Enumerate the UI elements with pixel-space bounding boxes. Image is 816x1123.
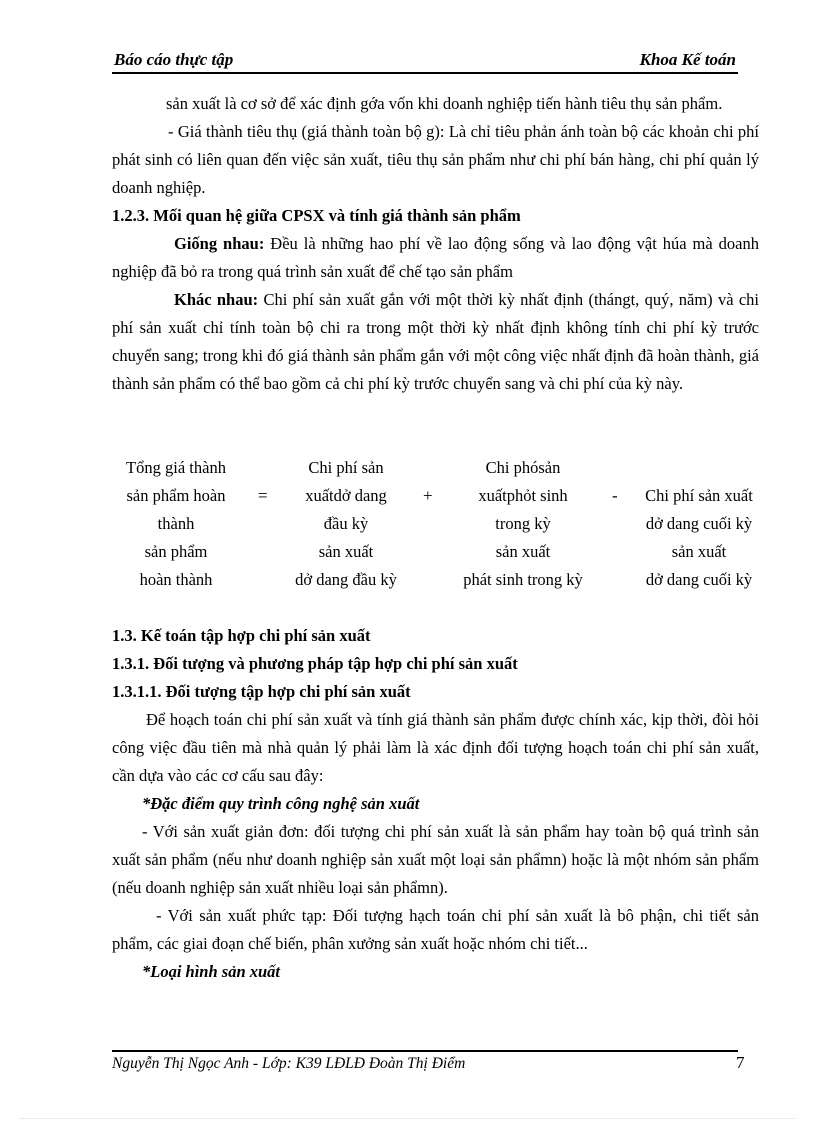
- paragraph-differences: [112, 286, 759, 398]
- subheading-production-type: *Loại hình sản xuất: [142, 962, 281, 981]
- formula-term-line: sản phẩm hoàn: [126, 486, 226, 505]
- formula-term-line: sản xuất: [495, 542, 551, 561]
- body-section-2: [112, 622, 759, 986]
- paragraph-complex-production: - Với sản xuất phức tạp: Đối tượng hạch toán chi phí sản xuất là bô phận, chi tiết sản phẩm, các giai đoạn chế biến, phân xưởng sản xuất hoặc nhóm chi tiết...: [112, 906, 759, 953]
- subheading-process: *Đặc điểm quy trình công nghệ sản xuất: [142, 794, 420, 813]
- heading-1-3-1: 1.3.1. Đối tượng và phương pháp tập hợp chi phí sản xuất: [112, 654, 518, 673]
- formula-term-line: dở dang đầu kỳ: [295, 570, 397, 589]
- differences-label: Khác nhau:: [174, 290, 259, 309]
- formula-term-line: Chi phí sản: [308, 458, 384, 477]
- formula-term-line: thành: [157, 514, 195, 533]
- formula-opening-wip: [284, 454, 408, 594]
- formula-term-line: dở dang cuối kỳ: [645, 570, 753, 589]
- formula-term-line: hoàn thành: [139, 570, 213, 589]
- body-section-1: [112, 90, 759, 398]
- formula-term-line: sản xuất: [671, 542, 727, 561]
- header-rule: [112, 72, 738, 74]
- header-department: Khoa Kế toán: [639, 50, 736, 69]
- formula-term-line: dở dang cuối kỳ: [645, 514, 753, 533]
- heading-1-3: 1.3. Kế toán tập hợp chi phí sản xuất: [112, 626, 371, 645]
- formula-term-line: đầu kỳ: [323, 514, 369, 533]
- formula-total-cost: [112, 454, 240, 594]
- paragraph-simple-production: - Với sản xuất giản đơn: đối tượng chi phí sản xuất là sản phẩm hay toàn bộ quá trình sản xuất sản phẩm (nếu như doanh nghiệp sản xuất một loại sản phẩmn) hoặc là một nhóm sản phẩm (nếu doanh nghiệp sản xuất nhiều loại sản phẩmn).: [112, 822, 759, 897]
- formula-term-line: sản phẩm: [144, 542, 208, 561]
- page-header: [112, 48, 738, 72]
- paragraph-similarities: [112, 230, 759, 286]
- formula-term-line: phát sinh trong kỳ: [463, 570, 583, 589]
- paragraph-consumption-cost: - Giá thành tiêu thụ (giá thành toàn bộ g): Là chỉ tiêu phản ánh toàn bộ các khoản chi phí phát sinh có liên quan đến việc sản xuất, tiêu thụ sản phẩm như chi phí bán hàng, chi phí quản lý doanh nghiệp.: [112, 122, 759, 197]
- paragraph-cost-objects: Để hoạch toán chi phí sản xuất và tính giá thành sản phẩm được chính xác, kịp thời, đòi hỏi công việc đầu tiên mà nhà quản lý phải làm là xác định đối tượng hoạch toán chi phí sản xuất, cần dựa vào các cơ cấu sau đây:: [112, 710, 759, 785]
- formula-term-line: Chi phósản: [485, 458, 561, 477]
- formula-equals: =: [258, 486, 268, 505]
- footer-rule: [112, 1050, 738, 1052]
- heading-1-3-1-1: 1.3.1.1. Đối tượng tập hợp chi phí sản xuất: [112, 682, 411, 701]
- footer-author: Nguyễn Thị Ngọc Anh - Lớp: K39 LĐLĐ Đoàn Thị Điểm: [112, 1055, 466, 1072]
- formula-term-line: xuấtdở dang: [305, 486, 387, 505]
- formula-term-line: xuấtphỏt sinh: [478, 486, 568, 505]
- formula-closing-wip: [634, 482, 764, 594]
- formula-plus: +: [423, 486, 433, 505]
- page-number: 7: [736, 1053, 745, 1072]
- header-report-title: Báo cáo thực tập: [114, 50, 234, 69]
- paragraph-cost-basis: sản xuất là cơ sở để xác định gớa vốn khi doanh nghiệp tiến hành tiêu thụ sản phẩm.: [166, 94, 723, 113]
- similarities-label: Giống nhau:: [174, 234, 265, 253]
- formula-period-cost: [450, 454, 596, 594]
- formula-term-line: trong kỳ: [495, 514, 551, 533]
- page-bottom-divider: [20, 1118, 796, 1119]
- heading-1-2-3: 1.2.3. Mối quan hệ giữa CPSX và tính giá thành sản phẩm: [112, 206, 521, 225]
- differences-text: Chi phí sản xuất gắn với một thời kỳ nhất định (thángt, quý, năm) và chi phí sản xuất chỉ tính toàn bộ chi ra trong một thời kỳ nhất định không tính chi phí kỳ trước chuyển sang; trong khi đó giá thành sản phẩm gắn với một công việc nhất định đã hoàn thành, giá thành sản phẩm có thể bao gồm cả chi phí kỳ trước chuyển sang và chi phí của kỳ này.: [112, 290, 759, 393]
- formula-minus: -: [612, 486, 618, 505]
- similarities-text: Đều là những hao phí về lao động sống và lao động vật húa mà doanh nghiệp đã bỏ ra trong quá trình sản xuất để chế tạo sản phẩm: [112, 234, 759, 281]
- formula-term-line: Tổng giá thành: [126, 458, 226, 477]
- formula-term-line: Chi phí sản xuất: [645, 486, 753, 505]
- formula-term-line: sản xuất: [318, 542, 374, 561]
